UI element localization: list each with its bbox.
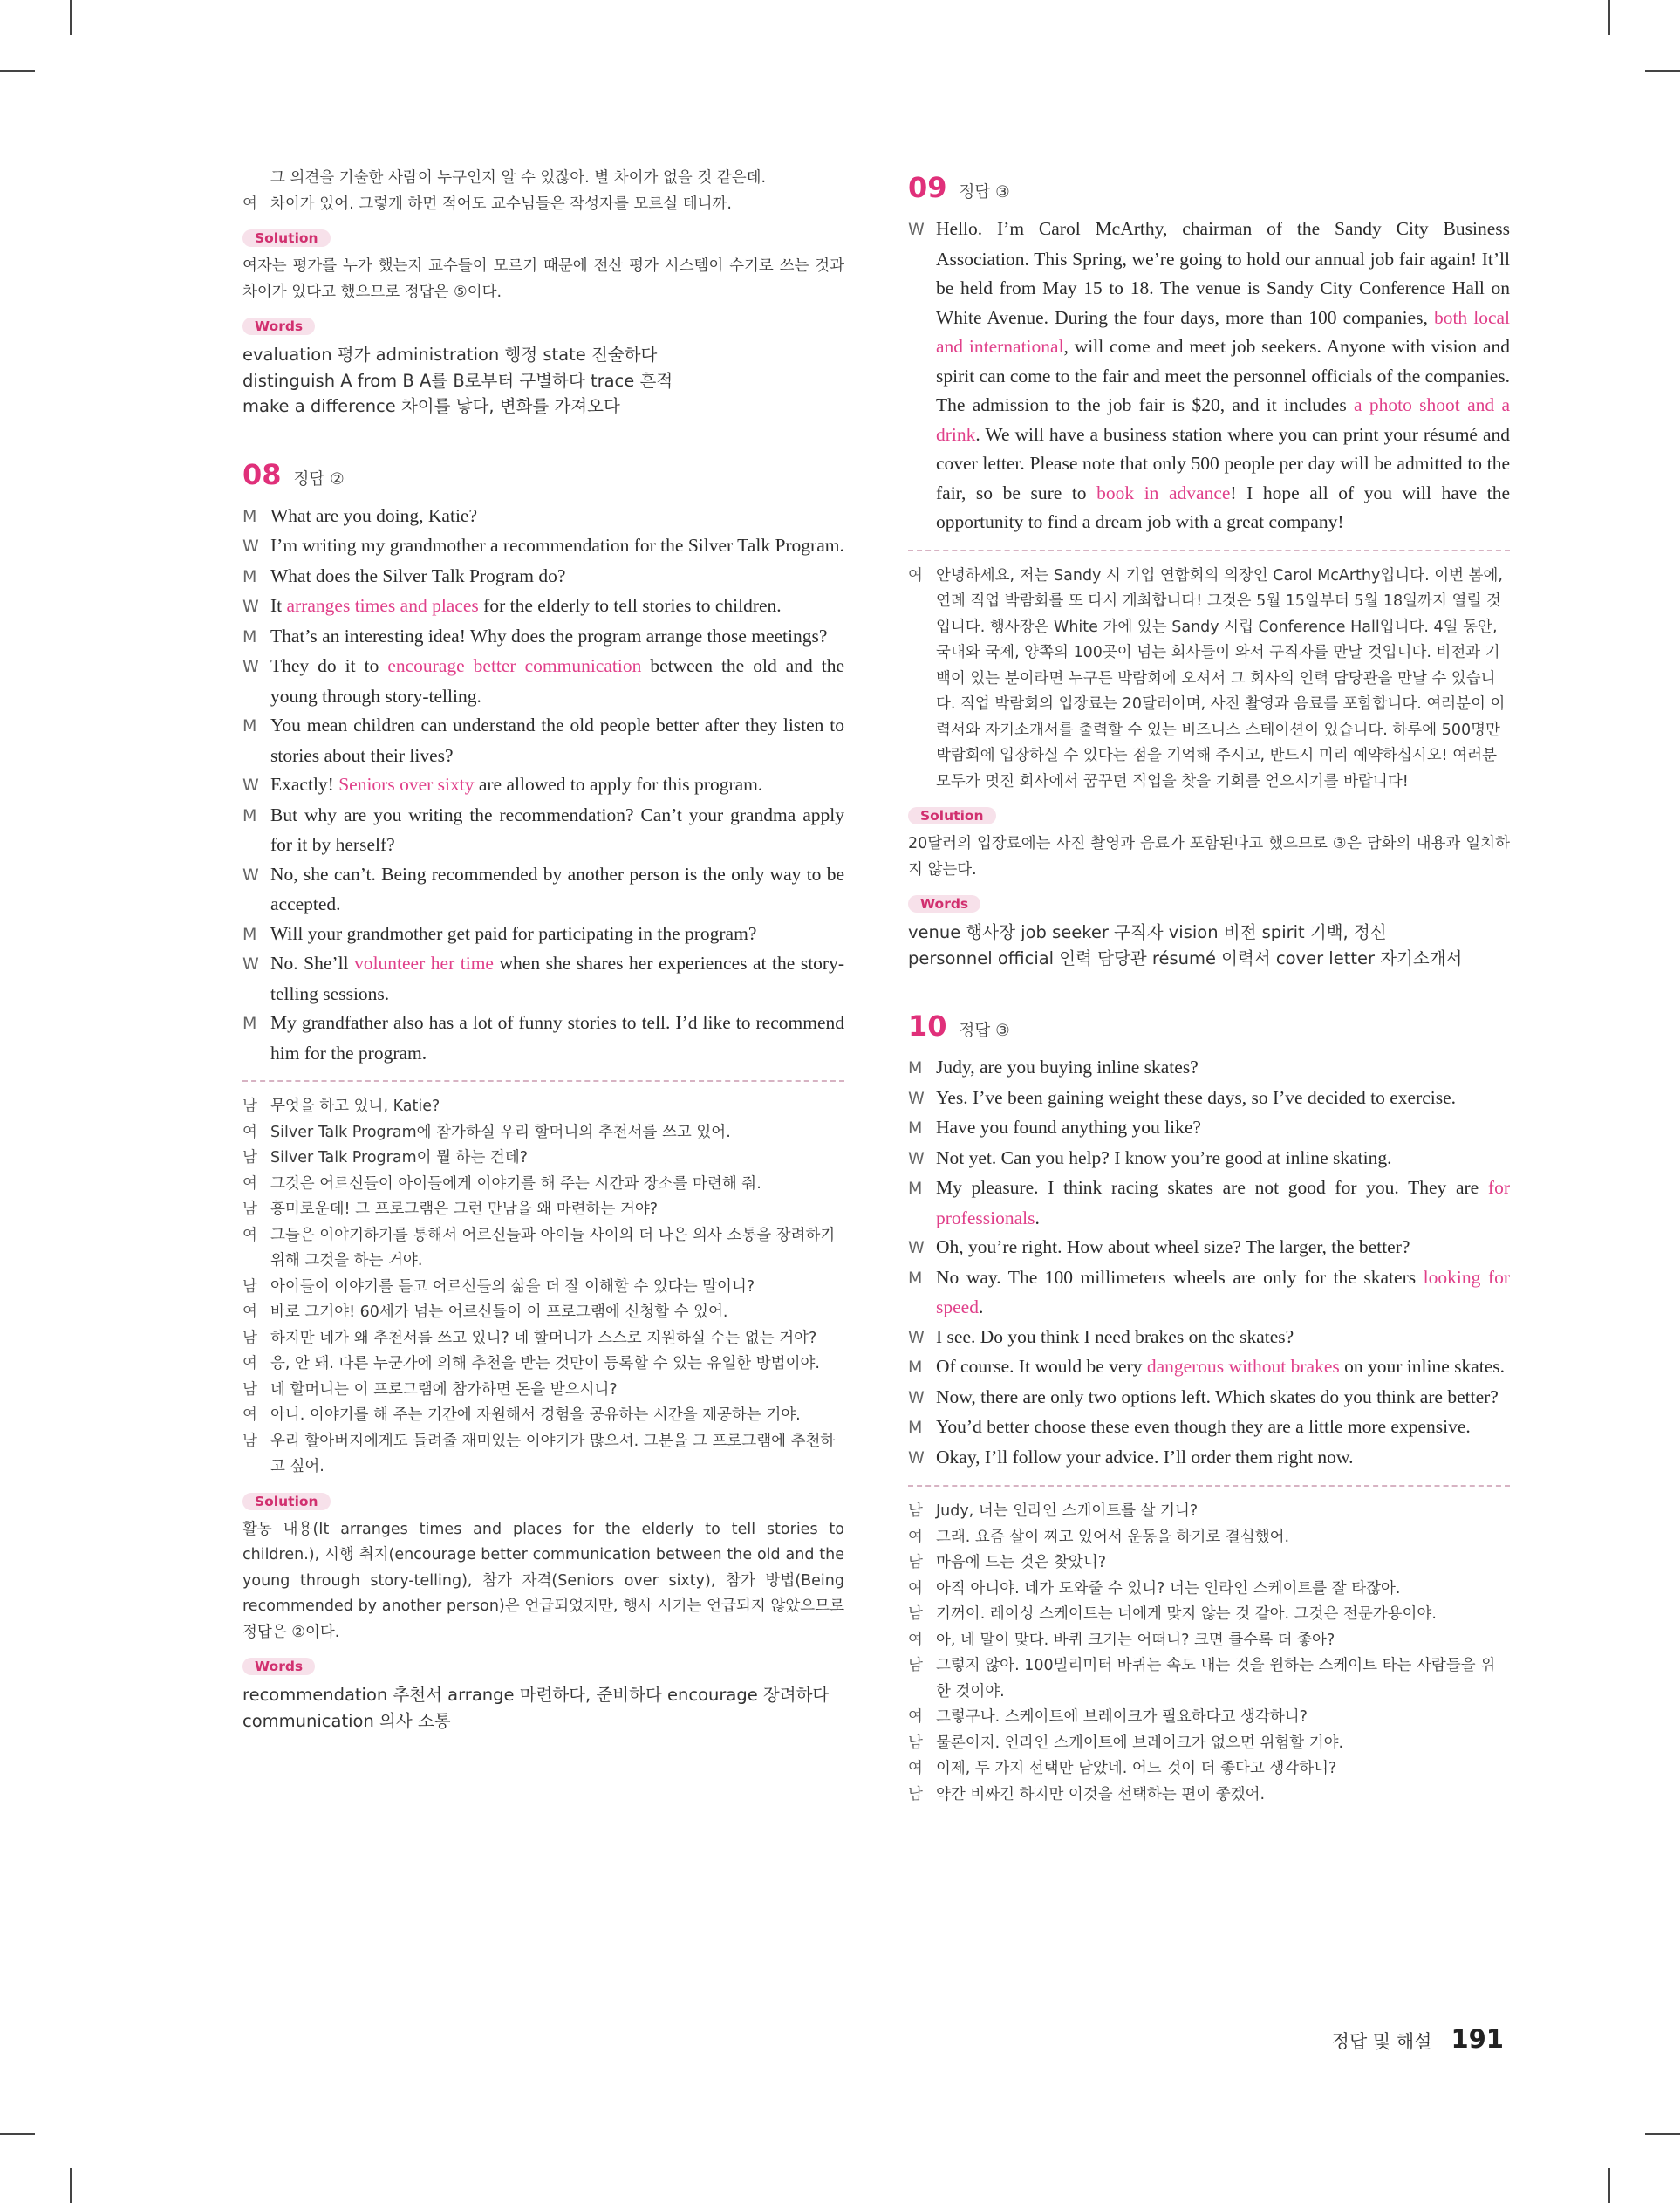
speaker-label: 남 — [908, 1785, 923, 1803]
korean-line — [908, 1525, 1510, 1551]
korean-text: 바로 그거야! 60세가 넘는 어르신들이 이 프로그램에 신청할 수 있어. — [270, 1303, 728, 1321]
korean-text: 안녕하세요, 저는 Sandy 시 기업 연합회의 의장인 Carol McArthy입니다. 이번 봄에, 연례 직업 박람회를 또 다시 개최합니다! 그것은 5월 15일부터 5월 18일까지 열릴 것입니다. 행사장은 White 가에 있는 Sandy 시립 Conference Hall입니다. 4일 동안, 국내와 국제, 양쪽의 100곳이 넘는 회사들이 와서 구직자를 만날 것입니다. 비전과 기백이 있는 분이라면 누구든 박람회에 오셔서 그 회사의 인력 담당관을 만날 수 있습니다. 직업 박람회의 입장료는 20달러이며, 사진 촬영과 음료를 포함합니다. 여러분이 이력서와 자기소개서를 출력할 수 있는 비즈니스 스테이션이 있습니다. 하루에 500명만 박람회에 입장하실 수 있다는 점을 기억해 주시고, 반드시 미리 예약하십시오! 여러분 모두가 멋진 회사에서 꿈꾸던 직업을 찾을 기회를 얻으시기를 바랍니다! — [936, 566, 1506, 790]
speaker-label: 남 — [242, 1098, 257, 1115]
words-line: communication 의사 소통 — [242, 1710, 451, 1731]
korean-line — [908, 1756, 1510, 1782]
dashed-divider — [242, 1080, 844, 1082]
speaker-label: 남 — [908, 1734, 923, 1752]
dialogue-text: Yes. I’ve been gaining weight these days, so I’ve decided to exercise. — [936, 1086, 1457, 1108]
highlighted-phrase: for professionals — [936, 1177, 1510, 1228]
dialogue-text: for the elderly to tell stories to children. — [478, 595, 782, 616]
speaker-label: 남 — [908, 1605, 923, 1623]
korean-text: 아, 네 말이 맞다. 바퀴 크기는 어떠니? 크면 클수록 더 좋아? — [936, 1631, 1335, 1649]
speaker-label: M — [908, 1268, 923, 1288]
dialogue-text: on your inline skates. — [1339, 1356, 1506, 1377]
speaker-label: 여 — [908, 1579, 923, 1598]
speaker-label: 남 — [242, 1201, 257, 1218]
question-number: 10 — [908, 1009, 947, 1043]
korean-text: 우리 할아버지에게도 들려줄 재미있는 이야기가 많으셔. 그분을 그 프로그램에 추천하고 싶어. — [270, 1432, 836, 1475]
dashed-divider — [908, 1485, 1510, 1487]
dialogue-line — [908, 1352, 1510, 1383]
speaker-label: 여 — [242, 1226, 257, 1244]
words-list — [908, 920, 1510, 971]
korean-line — [242, 1351, 844, 1378]
question-header-09 — [908, 171, 1510, 204]
words-list — [242, 342, 844, 420]
page-footer — [1332, 2024, 1504, 2054]
dialogue-text: Hello. I’m Carol McArthy, chairman of the Sandy City Business Association. This Spring, we’re going to hold our annual job fair again! It’ll be held from May 15 to 18. The venue is Sandy City Conference Hall on White Avenue. During the four days, more than 100 companies, — [936, 218, 1510, 328]
dialogue-text: . We will have a business station where you can print your résumé and cover letter. Please note that only 500 people per day will be admitted to the fair, so be sure to — [936, 423, 1510, 503]
korean-transcript-09 — [908, 564, 1510, 796]
speaker-label: 여 — [242, 1303, 257, 1321]
speaker-label: W — [242, 865, 259, 885]
question-number: 09 — [908, 171, 947, 204]
dialogue-line — [242, 622, 844, 653]
dialogue-text: No. She’ll — [270, 953, 355, 974]
korean-text: 무엇을 하고 있니, Katie? — [270, 1098, 440, 1115]
speaker-label: M — [242, 716, 257, 735]
dialogue-text: Have you found anything you like? — [936, 1117, 1201, 1138]
speaker-label: 여 — [908, 1760, 923, 1777]
dialogue-text: Now, there are only two options left. Which skates do you think are better? — [936, 1385, 1499, 1407]
korean-text: 물론이지. 인라인 스케이트에 브레이크가 없으면 위험할 거야. — [936, 1734, 1344, 1752]
korean-line — [242, 1223, 844, 1275]
korean-text: 기꺼이. 레이싱 스케이트는 너에게 맞지 않는 것 같아. 그것은 전문가용이야. — [936, 1605, 1437, 1623]
speaker-label: 여 — [242, 1123, 257, 1141]
speaker-label: W — [908, 1447, 925, 1468]
dialogue-text: I’m writing my grandmother a recommendation for the Silver Talk Program. — [270, 535, 844, 556]
dialogue-line — [242, 502, 844, 532]
speaker-label: M — [242, 626, 257, 647]
dialogue-text: No, she can’t. Being recommended by another person is the only way to be accepted. — [270, 863, 844, 914]
dialogue-text: when she shares her experiences at the story-telling sessions. — [270, 953, 844, 1004]
speaker-label: W — [242, 537, 259, 556]
dialogue-text: That’s an interesting idea! Why does the program arrange those meetings? — [270, 625, 828, 647]
dialogue-text: Oh, you’re right. How about wheel size? The larger, the better? — [936, 1236, 1410, 1257]
dialogue-text: But why are you writing the recommendation? Can’t your grandma apply for it by herself? — [270, 804, 844, 855]
solution-badge: Solution — [242, 229, 331, 247]
highlighted-phrase: Seniors over sixty — [338, 774, 475, 795]
dialogue-line — [908, 1263, 1510, 1323]
korean-line — [908, 1499, 1510, 1525]
korean-line — [242, 1094, 844, 1120]
korean-transcript-tail — [242, 166, 844, 217]
speaker-label: M — [908, 1418, 923, 1437]
korean-text: Silver Talk Program에 참가하실 우리 할머니의 추천서를 쓰고 있어. — [270, 1123, 731, 1141]
korean-text: Judy, 너는 인라인 스케이트를 살 거니? — [936, 1502, 1199, 1520]
speaker-label: W — [908, 1148, 925, 1168]
speaker-label: M — [908, 1358, 923, 1377]
solution-text: 활동 내용(It arranges times and places for the elderly to tell stories to children.), 시행 취지(encourage better communication between the old and the young through story-telling), 참가 자격(Seniors over sixty), 참가 방법(Being recommended by another person)은 언급되었지만, 행사 시기는 언급되지 않았으므로 정답은 ②이다. — [242, 1520, 844, 1641]
dialogue-line — [908, 1233, 1510, 1263]
dialogue-line — [242, 860, 844, 920]
korean-line — [242, 1300, 844, 1326]
korean-text: 약간 비싸긴 하지만 이것을 선택하는 편이 좋겠어. — [936, 1785, 1266, 1803]
answer-label: 정답 ③ — [959, 1022, 1010, 1040]
dialogue-line — [242, 801, 844, 860]
speaker-label: 여 — [908, 1528, 923, 1546]
korean-transcript-10 — [908, 1499, 1510, 1808]
speaker-label: W — [908, 1088, 925, 1108]
solution-text: 20달러의 입장료에는 사진 촬영과 음료가 포함된다고 했으므로 ③은 담화의 내용과 일치하지 않는다. — [908, 835, 1510, 879]
speaker-label: W — [908, 220, 925, 239]
speaker-label: 여 — [242, 1406, 257, 1424]
crop-mark — [1645, 70, 1680, 72]
crop-mark — [70, 2168, 72, 2203]
speaker-label: W — [908, 1238, 925, 1257]
dialogue-text: You’d better choose these even though they are a little more expensive. — [936, 1416, 1471, 1437]
korean-line — [242, 1378, 844, 1404]
speaker-label: 여 — [908, 566, 923, 585]
korean-text: 그렇지 않아. 100밀리미터 바퀴는 속도 내는 것을 원하는 스케이트 타는 사람들을 위한 것이야. — [936, 1657, 1496, 1700]
speaker-label: 여 — [908, 1631, 923, 1649]
speaker-label: M — [908, 1058, 923, 1078]
dialogue-text: Not yet. Can you help? I know you’re good at inline skating. — [936, 1146, 1392, 1168]
korean-text: 아직 아니야. 네가 도와줄 수 있니? 너는 인라인 스케이트를 잘 타잖아. — [936, 1579, 1401, 1598]
solution-badge: Solution — [242, 1493, 331, 1510]
dialogue-text: They do it to — [270, 655, 388, 676]
speaker-label: M — [242, 506, 257, 526]
words-line: venue 행사장 job seeker 구직자 vision 비전 spirit 기백, 정신 — [908, 922, 1387, 942]
solution-text: 여자는 평가를 누가 했는지 교수들이 모르기 때문에 전산 평가 시스템이 수기로 쓰는 것과 차이가 있다고 했으므로 정답은 ⑤이다. — [242, 257, 844, 301]
dialogue-09 — [908, 215, 1510, 537]
dialogue-line — [908, 1173, 1510, 1233]
highlighted-phrase: arranges times and places — [286, 595, 479, 616]
speaker-label: 남 — [908, 1554, 923, 1571]
dialogue-line — [242, 562, 844, 592]
dialogue-line — [242, 531, 844, 562]
dialogue-text: Exactly! — [270, 774, 339, 795]
dialogue-08 — [242, 502, 844, 1069]
crop-mark — [0, 2133, 35, 2135]
dialogue-text: Of course. It would be very — [936, 1356, 1147, 1377]
speaker-label: M — [242, 924, 257, 944]
dialogue-line — [908, 1053, 1510, 1084]
korean-text: 응, 안 돼. 다른 누군가에 의해 추천을 받는 것만이 등록할 수 있는 유일한 방법이야. — [270, 1355, 820, 1372]
words-line: personnel official 인력 담당관 résumé 이력서 cover letter 자기소개서 — [908, 948, 1463, 968]
korean-line — [908, 1653, 1510, 1705]
korean-text: 그것은 어르신들이 아이들에게 이야기를 해 주는 시간과 장소를 마련해 줘. — [270, 1174, 761, 1193]
dialogue-line — [908, 1413, 1510, 1443]
words-badge: Words — [908, 895, 980, 913]
speaker-label: 남 — [242, 1432, 257, 1450]
korean-text: 아이들이 이야기를 듣고 어르신들의 삶을 더 잘 이해할 수 있다는 말이니? — [270, 1277, 755, 1296]
dialogue-text: , will come and meet job seekers. Anyone with vision and spirit can come to the fair and meet the personnel officials of the companies. The admission to the job fair is $20, and it includes — [936, 336, 1510, 415]
korean-line — [908, 1550, 1510, 1577]
korean-line — [908, 1782, 1510, 1809]
words-list — [242, 1682, 844, 1734]
words-line: evaluation 평가 administration 행정 state 진술하다 — [242, 345, 658, 365]
korean-text: 그들은 이야기하기를 통해서 어르신들과 아이들 사이의 더 나은 의사 소통을 장려하기 위해 그것을 하는 거야. — [270, 1226, 836, 1269]
words-badge: Words — [242, 318, 315, 335]
speaker-label: W — [242, 954, 259, 974]
speaker-label: W — [242, 597, 259, 616]
korean-line — [242, 1120, 844, 1146]
korean-line — [242, 1172, 844, 1198]
dialogue-text: . — [978, 1296, 984, 1317]
korean-line: 여 차이가 있어. 그렇게 하면 적어도 교수님들은 작성자를 모르실 테니까. — [242, 195, 732, 213]
highlighted-phrase: book in advance — [1096, 482, 1231, 503]
dialogue-line — [242, 711, 844, 770]
question-header-08 — [242, 458, 844, 491]
highlighted-phrase: dangerous without brakes — [1146, 1356, 1340, 1377]
korean-text: 이제, 두 가지 선택만 남았네. 어느 것이 더 좋다고 생각하니? — [936, 1760, 1337, 1777]
korean-text: 흥미로운데! 그 프로그램은 그런 만남을 왜 마련하는 거야? — [270, 1201, 659, 1218]
korean-line: 그 의견을 기술한 사람이 누구인지 알 수 있잖아. 별 차이가 없을 것 같은데. — [270, 169, 767, 187]
words-badge: Words — [242, 1658, 315, 1675]
speaker-label: M — [908, 1179, 923, 1198]
dialogue-text: What are you doing, Katie? — [270, 504, 478, 526]
speaker-label: 남 — [242, 1380, 257, 1399]
dialogue-line — [242, 920, 844, 950]
words-line: make a difference 차이를 낳다, 변화를 가져오다 — [242, 396, 620, 416]
speaker-label: W — [242, 657, 259, 676]
dialogue-text: I see. Do you think I need brakes on the skates? — [936, 1325, 1294, 1347]
speaker-label: 여 — [242, 1174, 257, 1193]
korean-line — [242, 1146, 844, 1172]
words-line: distinguish A from B A를 B로부터 구별하다 trace 흔적 — [242, 370, 673, 391]
speaker-label: 여 — [908, 1708, 923, 1726]
speaker-label: M — [242, 1014, 257, 1033]
crop-mark — [1645, 2133, 1680, 2135]
highlighted-phrase: volunteer her time — [354, 953, 494, 974]
korean-line — [242, 1429, 844, 1481]
speaker-label: 여 — [242, 1355, 257, 1372]
dialogue-line — [242, 652, 844, 711]
dialogue-line — [242, 770, 844, 801]
speaker-label: W — [908, 1327, 925, 1347]
speaker-label: 남 — [242, 1149, 257, 1166]
dialogue-text: ! I hope all of you will have the opportunity to find a dream job with a great company! — [936, 482, 1510, 532]
dialogue-line — [908, 1144, 1510, 1174]
speaker-label: M — [242, 805, 257, 825]
highlighted-phrase: encourage better communication — [387, 655, 642, 676]
dashed-divider — [908, 550, 1510, 551]
footer-title: 정답 및 해설 — [1331, 2031, 1432, 2052]
speaker-label: W — [242, 776, 259, 795]
highlighted-phrase: both local and international — [936, 306, 1511, 357]
dialogue-line — [908, 1443, 1510, 1474]
korean-line — [908, 1731, 1510, 1757]
question-header-10 — [908, 1009, 1510, 1043]
korean-text: 그렇구나. 스케이트에 브레이크가 필요하다고 생각하니? — [936, 1708, 1308, 1726]
answer-label: 정답 ② — [293, 469, 345, 489]
page-number: 191 — [1451, 2024, 1504, 2054]
dialogue-line — [242, 949, 844, 1009]
korean-text: 하지만 네가 왜 추천서를 쓰고 있니? 네 할머니가 스스로 지원하실 수는 없는 거야? — [270, 1329, 817, 1347]
dialogue-line — [908, 1113, 1510, 1144]
korean-transcript-08 — [242, 1094, 844, 1481]
crop-mark — [1608, 0, 1610, 35]
dialogue-text: . — [1035, 1207, 1040, 1228]
speaker-label: 남 — [242, 1277, 257, 1296]
dialogue-text: Will your grandmother get paid for participating in the program? — [270, 922, 757, 944]
question-number: 08 — [242, 457, 282, 491]
crop-mark — [0, 70, 35, 72]
crop-mark — [1608, 2168, 1610, 2203]
speaker-label: W — [908, 1387, 925, 1407]
dialogue-line — [908, 1084, 1510, 1114]
korean-line — [242, 1403, 844, 1429]
dialogue-text: between the old and the young through story-telling. — [270, 655, 844, 707]
highlighted-phrase: looking for speed — [936, 1266, 1510, 1317]
korean-line — [908, 564, 1510, 796]
dialogue-line — [908, 1383, 1510, 1413]
dialogue-text: Judy, are you buying inline skates? — [936, 1057, 1199, 1078]
speaker-label: M — [908, 1119, 923, 1138]
korean-line — [908, 1705, 1510, 1731]
dialogue-line — [242, 1009, 844, 1068]
dialogue-line — [908, 215, 1510, 537]
dialogue-text: Okay, I’ll follow your advice. I’ll order them right now. — [936, 1446, 1354, 1468]
korean-text: 마음에 드는 것은 찾았니? — [936, 1554, 1107, 1571]
dialogue-text: What does the Silver Talk Program do? — [270, 564, 566, 586]
korean-line — [908, 1628, 1510, 1654]
korean-text: 그래. 요즘 살이 찌고 있어서 운동을 하기로 결심했어. — [936, 1528, 1290, 1546]
speaker-label: 남 — [242, 1329, 257, 1347]
korean-text: 네 할머니는 이 프로그램에 참가하면 돈을 받으시니? — [270, 1380, 618, 1399]
speaker-label: 남 — [908, 1502, 923, 1520]
left-column — [242, 166, 844, 1734]
korean-line — [242, 1326, 844, 1352]
dialogue-text: No way. The 100 millimeters wheels are only for the skaters — [936, 1266, 1424, 1288]
korean-line — [242, 1275, 844, 1301]
right-column — [908, 166, 1510, 1808]
dialogue-line — [908, 1323, 1510, 1353]
dialogue-text: It — [270, 595, 287, 616]
dialogue-line — [242, 592, 844, 622]
korean-text: 아니. 이야기를 해 주는 기간에 자원해서 경험을 공유하는 시간을 제공하는 거야. — [270, 1406, 801, 1424]
speaker-label: M — [242, 566, 257, 586]
dialogue-text: are allowed to apply for this program. — [474, 774, 763, 795]
highlighted-phrase: a photo shoot and a drink — [936, 394, 1510, 445]
crop-mark — [70, 0, 72, 35]
words-line: recommendation 추천서 arrange 마련하다, 준비하다 encourage 장려하다 — [242, 1685, 830, 1705]
dialogue-10 — [908, 1053, 1510, 1473]
dialogue-text: My grandfather also has a lot of funny stories to tell. I’d like to recommend him for the program. — [270, 1012, 844, 1064]
korean-line — [908, 1602, 1510, 1628]
korean-line — [908, 1577, 1510, 1603]
dialogue-text: My pleasure. I think racing skates are not good for you. They are — [936, 1177, 1488, 1198]
dialogue-text: You mean children can understand the old people better after they listen to stories about their lives? — [270, 715, 844, 766]
speaker-label: 남 — [908, 1657, 923, 1674]
solution-badge: Solution — [908, 807, 996, 824]
answer-label: 정답 ③ — [959, 183, 1010, 202]
korean-line — [242, 1197, 844, 1223]
korean-text: Silver Talk Program이 뭘 하는 건데? — [270, 1149, 529, 1166]
